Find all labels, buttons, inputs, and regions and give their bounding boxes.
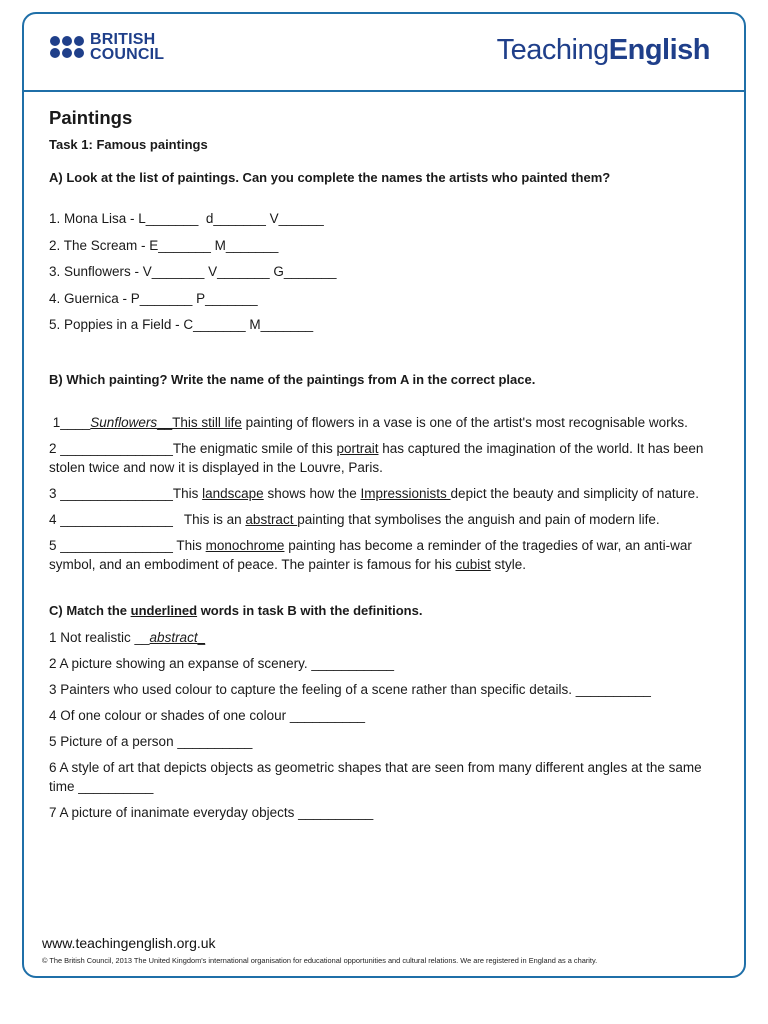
header-divider: [22, 90, 746, 92]
footer-url-link[interactable]: www.teachingenglish.org.uk: [42, 935, 216, 951]
section-a-item: 3. Sunflowers - V_______ V_______ G_______: [49, 264, 337, 279]
teaching-english-logo: TeachingEnglish: [496, 34, 710, 66]
section-b-paragraph-3: 3 _______________This landscape shows how the Impressionists depict the beauty and simplicity of nature.: [49, 485, 699, 501]
bc-line1: BRITISH: [90, 31, 156, 48]
footer-copyright: © The British Council, 2013 The United Kingdom's international organisation for educational opportunities and cultural relations. We are registered in England as a charity.: [42, 956, 598, 965]
section-b-instruction: B) Which painting? Write the name of the paintings from A in the correct place.: [49, 371, 536, 387]
section-c-item: 3 Painters who used colour to capture the feeling of a scene rather than specific details. __________: [49, 681, 651, 697]
page-title: Paintings: [49, 107, 133, 128]
section-a-item: 1. Mona Lisa - L_______ d_______ V______: [49, 211, 324, 226]
section-b-paragraph-4: 4 _______________ This is an abstract painting that symbolises the anguish and pain of modern life.: [49, 511, 660, 527]
section-c-item: 2 A picture showing an expanse of scenery. ___________: [49, 655, 395, 671]
section-c-item: 4 Of one colour or shades of one colour __________: [49, 707, 365, 723]
section-c-item-1: 1 Not realistic __abstract_: [49, 629, 206, 645]
section-c-item: 5 Picture of a person __________: [49, 733, 253, 749]
worksheet-content: [49, 108, 721, 829]
section-a-item: 5. Poppies in a Field - C_______ M_______: [49, 317, 314, 332]
section-c-instruction: C) Match the underlined words in task B with the definitions.: [49, 602, 423, 618]
section-a-item: 2. The Scream - E_______ M_______: [49, 237, 279, 253]
section-b-paragraph-2: 2 _______________The enigmatic smile of this portrait has captured the imagination of the world. It has been stolen twice and now it is displayed in the Louvre, Paris.: [49, 440, 704, 475]
british-council-dots-icon: [50, 36, 84, 58]
section-c-item: 7 A picture of inanimate everyday objects __________: [49, 804, 374, 820]
section-b-paragraph-5: 5 _______________ This monochrome painting has become a reminder of the tragedies of war, an anti-war symbol, and an embodiment of peace. The painter is famous for his cubist style.: [49, 537, 692, 572]
section-c-item: 6 A style of art that depicts objects as geometric shapes that are seen from many different angles at the same time __________: [49, 759, 702, 794]
task-heading: Task 1: Famous paintings: [49, 137, 208, 152]
british-council-logo: [50, 32, 164, 62]
bc-line2: COUNCIL: [90, 46, 165, 63]
section-a-instruction: A) Look at the list of paintings. Can you complete the names the artists who painted them?: [49, 170, 611, 185]
section-a-item: 4. Guernica - P_______ P_______: [49, 290, 258, 306]
section-b-paragraph-1: 1____Sunflowers__This still life painting of flowers in a vase is one of the artist's most recognisable works.: [49, 414, 688, 430]
